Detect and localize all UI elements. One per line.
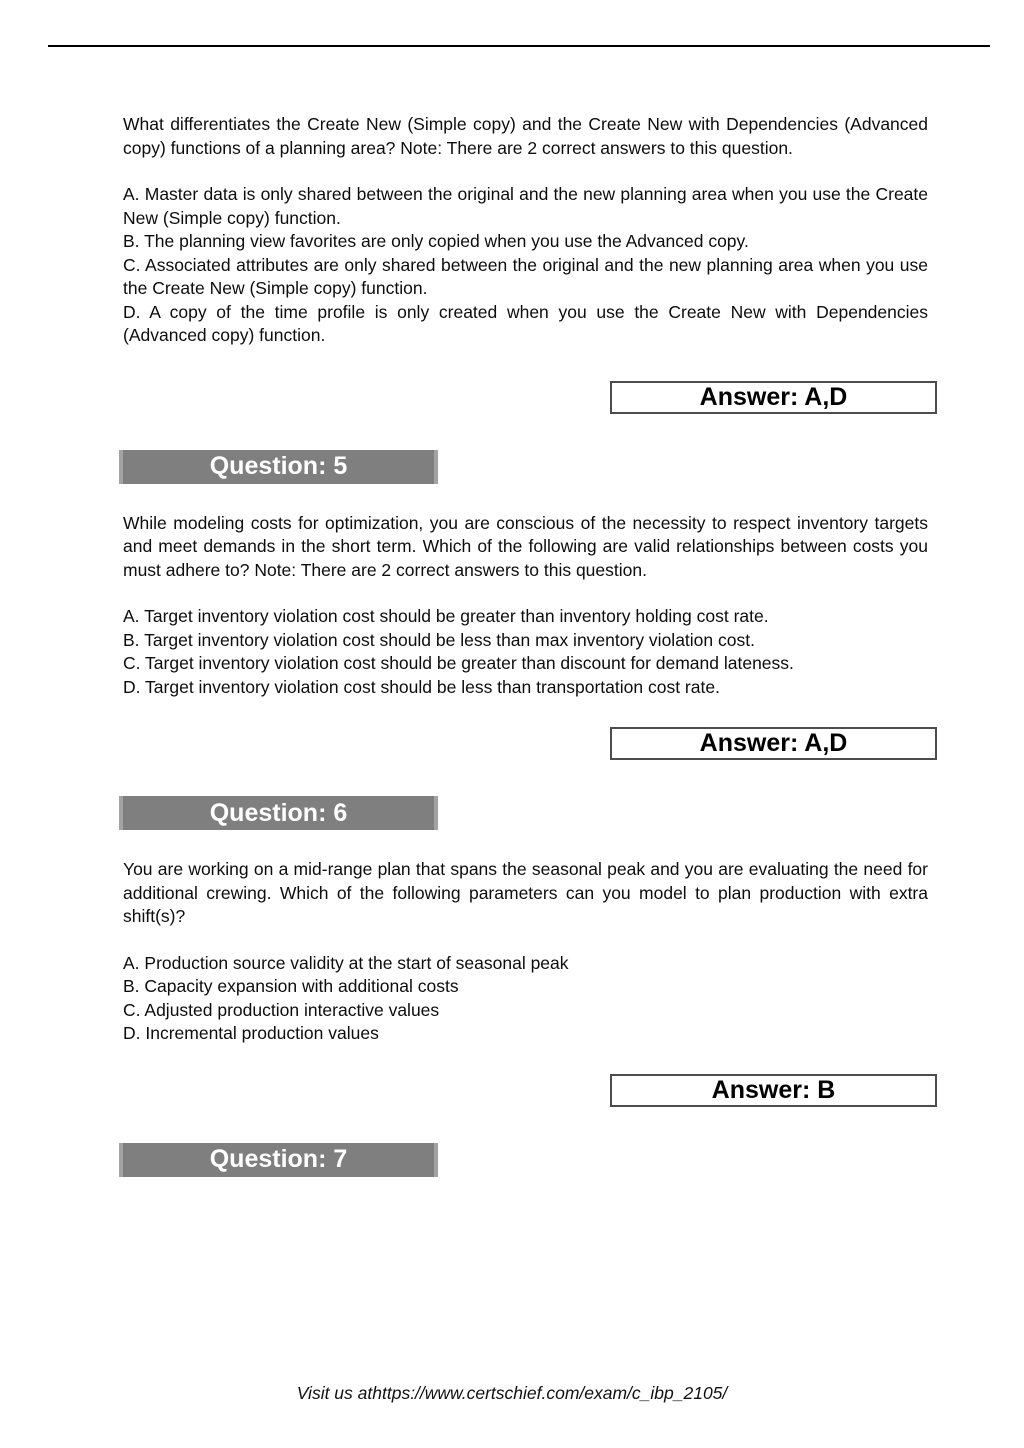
- question-banner: Question: 7: [119, 1143, 438, 1177]
- question-banner: Question: 6: [119, 796, 438, 830]
- option-d: D. A copy of the time profile is only created when you use the Create New with Dependencies (Advanced copy) function.: [123, 301, 928, 345]
- question-block-4: [123, 113, 928, 414]
- question-block-5: [123, 450, 928, 761]
- question-block-6: [123, 796, 928, 1107]
- answer-box: Answer: A,D: [610, 381, 937, 414]
- option-c: C. Target inventory violation cost should be greater than discount for demand lateness.: [123, 653, 794, 673]
- question-block-7: [123, 1143, 928, 1177]
- option-c: C. Adjusted production interactive values: [123, 999, 440, 1020]
- page-footer: Visit us athttps://www.certschief.com/exam/c_ibp_2105/: [296, 1383, 728, 1403]
- answer-box: Answer: B: [610, 1074, 937, 1107]
- option-a: A. Master data is only shared between the original and the new planning area when you use the Create New (Simple copy) function.: [123, 184, 928, 228]
- answer-box: Answer: A,D: [610, 727, 937, 760]
- option-a: A. Target inventory violation cost should be greater than inventory holding cost rate.: [123, 606, 769, 626]
- option-d: D. Target inventory violation cost should be less than transportation cost rate.: [123, 676, 720, 697]
- options-list: [123, 605, 928, 699]
- options-list: [123, 952, 928, 1046]
- option-b: B. Capacity expansion with additional costs: [123, 976, 459, 996]
- option-d: D. Incremental production values: [123, 1023, 379, 1043]
- option-b: B. Target inventory violation cost should be less than max inventory violation cost.: [123, 629, 755, 650]
- option-a: A. Production source validity at the start of seasonal peak: [123, 952, 569, 973]
- option-b: B. The planning view favorites are only copied when you use the Advanced copy.: [123, 231, 749, 251]
- options-list: [123, 183, 928, 348]
- question-text: While modeling costs for optimization, you are conscious of the necessity to respect inventory targets and meet demands in the short term. Which of the following are valid relationships between costs you must adhere to? Note: There are 2 correct answers to this question.: [123, 512, 928, 580]
- option-c: C. Associated attributes are only shared between the original and the new planning area when you use the Create New (Simple copy) function.: [123, 254, 928, 298]
- question-banner: Question: 5: [119, 450, 438, 484]
- question-text: You are working on a mid-range plan that spans the seasonal peak and you are evaluating the need for additional crewing. Which of the following parameters can you model to plan production with extra shift(s)?: [123, 859, 928, 926]
- question-text: What differentiates the Create New (Simple copy) and the Create New with Dependencies (Advanced copy) functions of a planning area? Note: There are 2 correct answers to this question.: [123, 114, 928, 158]
- page-content: [123, 0, 928, 1177]
